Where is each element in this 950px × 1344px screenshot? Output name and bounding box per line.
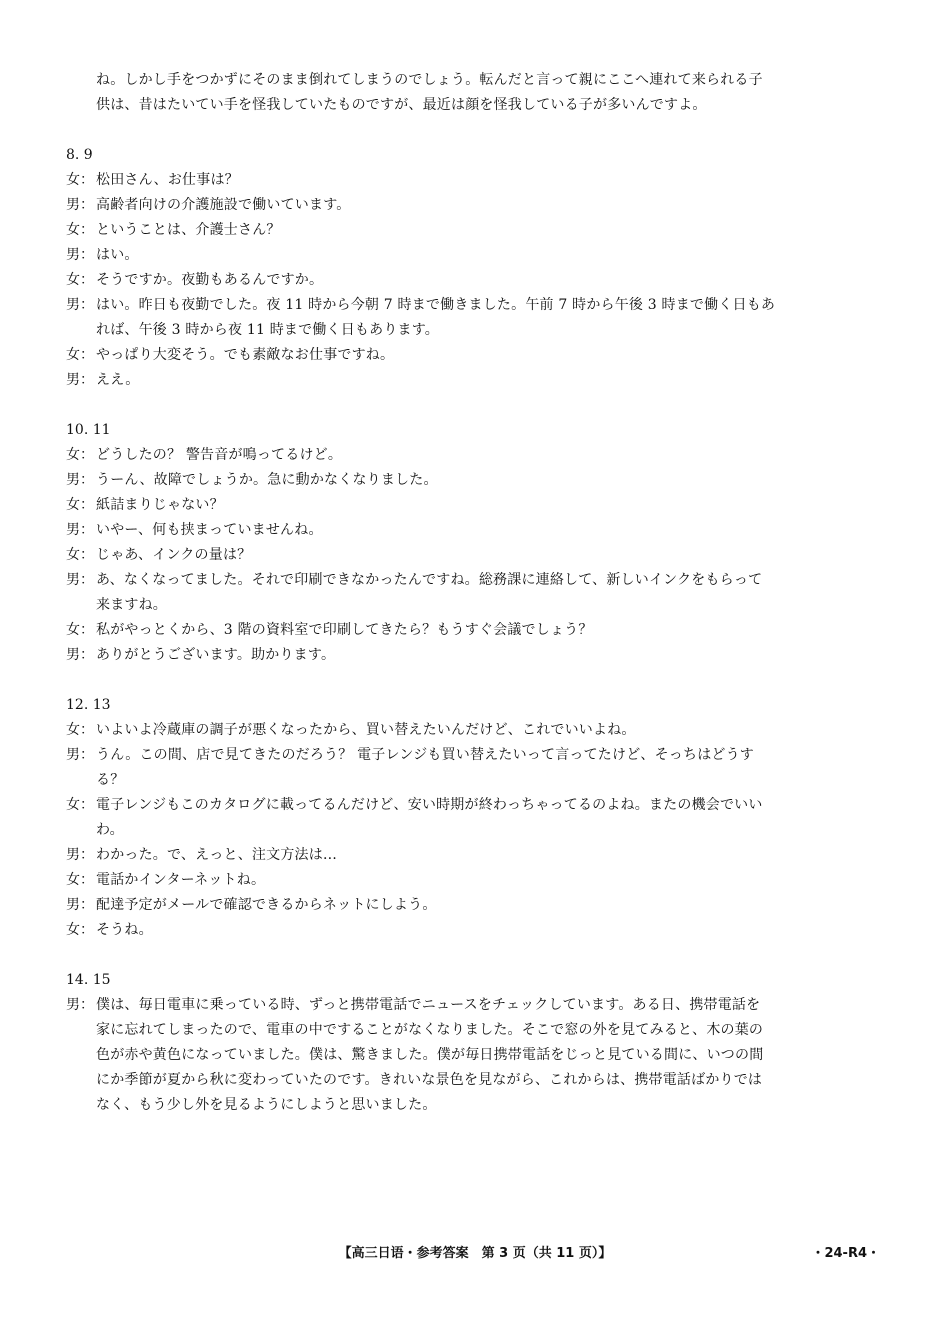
dialogue-turn	[66, 718, 882, 743]
dialogue-turn	[66, 543, 882, 568]
utterance	[96, 293, 882, 343]
utterance-line: うーん、故障でしょうか。急に動かなくなりました。	[96, 472, 438, 488]
dialogue-turn	[66, 368, 882, 393]
dialogue-turn	[66, 643, 882, 668]
utterance-line: 松田さん、お仕事は？	[96, 172, 239, 188]
utterance-line: 私がやっとくから、3 階の資料室で印刷してきたら？もうすぐ会議でしょう？	[96, 622, 593, 638]
utterance-line: ということは、介護士さん？	[96, 222, 281, 238]
speaker-label: 女：	[66, 222, 94, 238]
dialogue-turn	[66, 568, 882, 618]
utterance	[96, 368, 882, 393]
utterance	[96, 193, 882, 218]
utterance-line: にか季節が夏から秋に変わっていたのです。きれいな景色を見ながら、これからは、携帯電話ばかりでは	[96, 1072, 763, 1088]
speaker-label: 男：	[66, 572, 94, 588]
utterance	[96, 568, 882, 618]
utterance	[96, 518, 882, 543]
utterance	[96, 168, 882, 193]
utterance-line: 配達予定がメールで確認できるからネットにしよう。	[96, 897, 437, 913]
utterance-line: はい。昨日も夜勤でした。夜 11 時から今朝 7 時まで働きました。午前 7 時から午後 3 時まで働く日もあ	[96, 297, 776, 313]
dialogue-turn	[66, 618, 882, 643]
dialogue-turn	[66, 993, 882, 1118]
utterance	[96, 543, 882, 568]
utterance-line: 色が赤や黄色になっていました。僕は、驚きました。僕が毎日携帯電話をじっと見ている間に、いつの間	[96, 1047, 764, 1063]
utterance-line: やっぱり大変そう。でも素敵なお仕事ですね。	[96, 347, 395, 363]
utterance-line: 家に忘れてしまったので、電車の中ですることがなくなりました。そこで窓の外を見てみると、木の葉の	[96, 1022, 764, 1038]
speaker-label: 女：	[66, 622, 94, 638]
utterance	[96, 993, 882, 1118]
speaker-label: 男：	[66, 847, 94, 863]
utterance-line: わ。	[96, 822, 124, 838]
utterance-line: うん。この間、店で見てきたのだろう？ 電子レンジも買い替えたいって言ってたけど、そっちはどうす	[96, 747, 754, 763]
intro-line: 供は、昔はたいてい手を怪我していたものですが、最近は顔を怪我している子が多いんですよ。	[96, 97, 707, 113]
utterance-line: 電話かインターネットね。	[96, 872, 266, 888]
footer-page-info: 【高三日语・参考答案 第 3 页（共 11 页）】	[338, 1246, 612, 1261]
dialogue-turn	[66, 468, 882, 493]
footer-code: ・24-R4・	[811, 1246, 880, 1261]
utterance	[96, 893, 882, 918]
utterance	[96, 743, 882, 793]
utterance-line: はい。	[96, 247, 139, 263]
utterance	[96, 218, 882, 243]
speaker-label: 女：	[66, 447, 94, 463]
utterance-line: どうしたの？ 警告音が鳴ってるけど。	[96, 447, 343, 463]
speaker-label: 女：	[66, 347, 94, 363]
utterance	[96, 343, 882, 368]
utterance-line: ありがとうございます。助かります。	[96, 647, 336, 663]
utterance	[96, 268, 882, 293]
utterance	[96, 243, 882, 268]
utterance	[96, 868, 882, 893]
speaker-label: 女：	[66, 922, 94, 938]
intro-paragraph	[66, 68, 882, 118]
utterance-line: そうね。	[96, 922, 153, 938]
utterance-line: じゃあ、インクの量は？	[96, 547, 252, 563]
section-number: 10. 11	[66, 422, 111, 438]
utterance-line: なく、もう少し外を見るようにしようと思いました。	[96, 1097, 437, 1113]
utterance	[96, 443, 882, 468]
intro-line: ね。しかし手をつかずにそのまま倒れてしまうのでしょう。転んだと言って親にここへ連れて来られる子	[96, 72, 763, 88]
utterance-line: れば、午後 3 時から夜 11 時まで働く日もあります。	[96, 322, 440, 338]
dialogue-turn	[66, 918, 882, 943]
speaker-label: 男：	[66, 522, 94, 538]
speaker-label: 男：	[66, 372, 94, 388]
utterance-line: あ、なくなってました。それで印刷できなかったんですね。総務課に連絡して、新しいインクをもらって	[96, 572, 763, 588]
dialogue-section	[66, 693, 882, 943]
utterance-line: ええ。	[96, 372, 140, 388]
dialogue-turn	[66, 893, 882, 918]
dialogue-turn	[66, 843, 882, 868]
speaker-label: 男：	[66, 472, 94, 488]
utterance	[96, 793, 882, 843]
speaker-label: 男：	[66, 897, 94, 913]
dialogue-turn	[66, 743, 882, 793]
utterance-line: わかった。で、えっと、注文方法は…	[96, 847, 338, 863]
utterance-line: いよいよ冷蔵庫の調子が悪くなったから、買い替えたいんだけど、これでいいよね。	[96, 722, 636, 738]
utterance	[96, 843, 882, 868]
speaker-label: 女：	[66, 272, 94, 288]
utterance-line: 紙詰まりじゃない？	[96, 497, 224, 513]
speaker-label: 女：	[66, 497, 94, 513]
monologue-section	[66, 968, 882, 1118]
utterance	[96, 643, 882, 668]
utterance-line: 高齢者向けの介護施設で働いています。	[96, 197, 351, 213]
utterance	[96, 493, 882, 518]
section-number: 14. 15	[66, 972, 111, 988]
speaker-label: 女：	[66, 797, 94, 813]
utterance	[96, 618, 882, 643]
dialogue-section	[66, 418, 882, 668]
speaker-label: 男：	[66, 197, 94, 213]
dialogue-turn	[66, 518, 882, 543]
speaker-label: 男：	[66, 997, 94, 1013]
speaker-label: 女：	[66, 172, 94, 188]
utterance	[96, 718, 882, 743]
utterance-line: いやー、何も挟まっていませんね。	[96, 522, 323, 538]
speaker-label: 男：	[66, 297, 94, 313]
utterance-line: 電子レンジもこのカタログに載ってるんだけど、安い時期が終わっちゃってるのよね。またの機会でいい	[96, 797, 763, 813]
dialogue-turn	[66, 268, 882, 293]
dialogue-turn	[66, 243, 882, 268]
speaker-label: 女：	[66, 722, 94, 738]
speaker-label: 男：	[66, 647, 94, 663]
utterance-line: 来ますね。	[96, 597, 167, 613]
dialogue-turn	[66, 193, 882, 218]
dialogue-turn	[66, 793, 882, 843]
speaker-label: 男：	[66, 247, 94, 263]
dialogue-turn	[66, 493, 882, 518]
utterance-line: そうですか。夜勤もあるんですか。	[96, 272, 324, 288]
speaker-label: 男：	[66, 747, 94, 763]
dialogue-turn	[66, 443, 882, 468]
dialogue-turn	[66, 293, 882, 343]
dialogue-turn	[66, 343, 882, 368]
utterance-line: 僕は、毎日電車に乗っている時、ずっと携帯電話でニュースをチェックしています。ある日、携帯電話を	[96, 997, 761, 1013]
utterance-line: る？	[96, 772, 125, 788]
speaker-label: 女：	[66, 872, 94, 888]
utterance	[96, 468, 882, 493]
dialogue-turn	[66, 168, 882, 193]
section-number: 12. 13	[66, 697, 111, 713]
utterance	[96, 918, 882, 943]
section-number: 8. 9	[66, 147, 93, 163]
speaker-label: 女：	[66, 547, 94, 563]
dialogue-section	[66, 143, 882, 393]
dialogue-turn	[66, 218, 882, 243]
answer-sheet-page	[66, 68, 882, 1118]
dialogue-turn	[66, 868, 882, 893]
